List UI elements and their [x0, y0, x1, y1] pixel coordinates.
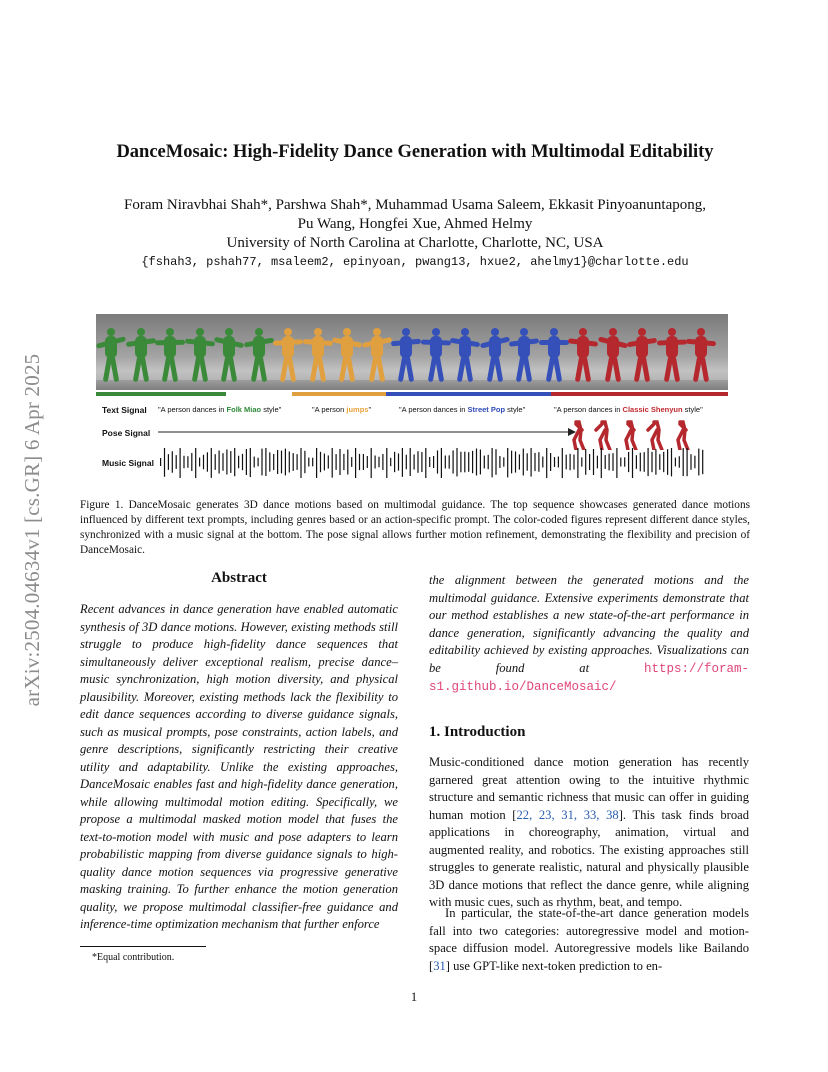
- waveform-bar: [495, 449, 496, 475]
- waveform-bar: [519, 454, 520, 469]
- waveform-bar: [304, 451, 305, 473]
- waveform-bar: [659, 454, 660, 470]
- citation-links[interactable]: 22, 23, 31, 33, 38: [516, 807, 619, 822]
- dancer-figure: [338, 328, 356, 384]
- dancer-figure: [132, 328, 150, 384]
- arxiv-sidebar-id: arXiv:2504.04634v1 [cs.GR] 6 Apr 2025: [20, 353, 44, 707]
- intro-text: Music-conditioned dance motion generation has recently garnered great attention owing to the intuitive rhythmic structure and semantic richness that music can offer in guiding human motion [: [429, 755, 749, 822]
- waveform-bar: [289, 451, 290, 472]
- waveform-bar: [694, 456, 695, 469]
- waveform-bar: [312, 458, 313, 467]
- waveform-bar: [616, 448, 617, 478]
- waveform-bar: [226, 450, 227, 475]
- waveform-bar: [203, 455, 204, 470]
- waveform-bar: [320, 452, 321, 472]
- waveform-bar: [597, 456, 598, 469]
- waveform-bar: [464, 452, 465, 473]
- prompt-text: style": [261, 405, 282, 414]
- waveform-bar: [258, 458, 259, 467]
- waveform-bar: [663, 452, 664, 472]
- waveform-bar: [386, 448, 387, 478]
- waveform-bar: [234, 448, 235, 476]
- waveform-bar: [261, 449, 262, 476]
- dancer-figure: [456, 328, 474, 384]
- waveform-bar: [449, 455, 450, 468]
- dancer-figure: [486, 328, 504, 384]
- music-signal-label: Music Signal: [102, 458, 154, 468]
- intro-paragraph-2: [429, 905, 749, 975]
- waveform-bar: [573, 455, 574, 470]
- author-block: [70, 196, 760, 253]
- paper-title: DanceMosaic: High-Fidelity Dance Generation with Multimodal Editability: [116, 142, 714, 162]
- waveform-bar: [612, 453, 613, 471]
- waveform-bar: [242, 454, 243, 470]
- waveform-bar: [417, 451, 418, 473]
- teaser-figure: [96, 312, 728, 492]
- prompt-jumps: [312, 405, 371, 414]
- waveform-bar: [534, 453, 535, 471]
- waveform-bar: [636, 455, 637, 469]
- music-waveform: [160, 448, 720, 478]
- waveform-bar: [183, 456, 184, 468]
- dancer-figure: [161, 328, 179, 384]
- waveform-bar: [698, 449, 699, 476]
- waveform-bar: [511, 451, 512, 474]
- waveform-bar: [523, 449, 524, 476]
- authors-line-2: Pu Wang, Hongfei Xue, Ahmed Helmy: [297, 216, 533, 232]
- waveform-bar: [378, 457, 379, 467]
- page-number: 1: [410, 990, 418, 1004]
- intro-text: ]. This task finds broad applications in choreography, animation, virtual and augmented reality, and robotics. The existing approaches still struggles to generate realistic, natural and physically plausible 3D dance motions that reflect the dance genre, while aligning with music cues, such as rhythm, beat, and tempo.: [429, 807, 750, 909]
- prompt-keyword: Classic Shenyun: [622, 405, 683, 414]
- waveform-bar: [683, 448, 684, 476]
- waveform-bar: [293, 453, 294, 471]
- waveform-bar: [648, 448, 649, 476]
- figure-caption: Figure 1. DanceMosaic generates 3D dance motions based on multimodal guidance. The top sequence showcases generated dance motions influenced by different text prompts, including genres based or an action-specific prompt. The color-coded figures represent different dance styles, synchronized with a music signal at the bottom. The pose signal allows further motion refinement, demonstrating the flexibility and precision of DanceMosaic.: [80, 499, 750, 556]
- waveform-bar: [269, 452, 270, 471]
- prompt-text: "A person dances in: [158, 405, 227, 414]
- waveform-bar: [655, 449, 656, 474]
- waveform-bar: [554, 457, 555, 467]
- waveform-bar: [488, 455, 489, 469]
- pose-figure: [648, 422, 662, 450]
- waveform-bar: [527, 453, 528, 470]
- waveform-bar: [265, 448, 266, 476]
- dancer-figure: [397, 328, 415, 384]
- waveform-bar: [281, 451, 282, 474]
- waveform-bar: [332, 448, 333, 478]
- waveform-bar: [425, 448, 426, 478]
- waveform-bar: [375, 455, 376, 468]
- waveform-bar: [328, 455, 329, 468]
- dancer-figure: [692, 328, 710, 384]
- waveform-bars: [160, 448, 703, 478]
- waveform-bar: [195, 448, 196, 478]
- dancer-figure: [279, 328, 297, 384]
- waveform-bar: [164, 448, 165, 477]
- waveform-bar: [484, 456, 485, 469]
- waveform-bar: [285, 449, 286, 476]
- waveform-bar: [207, 452, 208, 471]
- prompt-keyword: Folk Miao: [226, 405, 262, 414]
- project-link[interactable]: https://foram-s1.github.io/DanceMosaic/: [429, 661, 749, 694]
- waveform-bar: [336, 454, 337, 470]
- waveform-bar: [339, 449, 340, 475]
- waveform-bar: [651, 452, 652, 472]
- dancer-figure: [220, 328, 238, 384]
- waveform-bar: [531, 448, 532, 477]
- waveform-bar: [690, 454, 691, 470]
- footnote: *Equal contribution.: [92, 952, 175, 963]
- waveform-bar: [515, 451, 516, 472]
- waveform-bar: [476, 449, 477, 476]
- waveform-bar: [277, 450, 278, 474]
- dancer-figure: [604, 328, 622, 384]
- authors-line-1: Foram Niravbhai Shah*, Parshwa Shah*, Muhammad Usama Saleem, Ekkasit Pinyoanuntapong,: [124, 197, 706, 213]
- dancer-figure: [250, 328, 268, 384]
- intro-text: ] use GPT-like next-token prediction to en-: [445, 958, 663, 973]
- prompt-text: style": [505, 405, 526, 414]
- color-bar-shenyun: [551, 392, 728, 396]
- waveform-bar: [359, 454, 360, 470]
- waveform-bar: [300, 448, 301, 478]
- waveform-bar: [609, 454, 610, 471]
- waveform-bar: [390, 458, 391, 466]
- prompt-text: "A person dances in: [554, 405, 623, 414]
- waveform-bar: [394, 452, 395, 472]
- waveform-bar: [605, 455, 606, 469]
- prompt-folk-miao: [158, 405, 281, 414]
- waveform-bar: [297, 454, 298, 470]
- waveform-bar: [585, 449, 586, 475]
- abstract-text: the alignment between the generated motions and the multimodal guidance. Extensive experiments demonstrate that our method establishes a new state-of-the-art performance in dance generation, significantly advancing the quality and editability achieved by existing approaches. Visualizations can be found at: [429, 573, 749, 675]
- waveform-bar: [180, 448, 181, 478]
- waveform-bar: [593, 449, 594, 475]
- abstract-body: Recent advances in dance generation have enabled automatic synthesis of 3D dance motions. However, existing methods still struggle to produce high-fidelity dance sequences that simultaneously deliver exceptional realism, precise dance–music synchronization, high motion diversity, and physical plausibility. Moreover, existing methods lack the flexibility to edit dance sequences according to diverse guidance signals, such as musical prompts, pose constraints, action labels, and genre descriptions, significantly restricting their creative utility and adaptability. Unlike the existing approaches, DanceMosaic enables fast and high-fidelity dance generation, while allowing multimodal motion editing. Specifically, we propose a multimodal masked motion model that fuses the text-to-motion model with music and pose adapters to learn probabilistic mapping from diverse guidance signals to high-quality dance motion sequences via progressive generative masking training. To further enhance the motion generation quality, we propose multimodal classifier-free guidance and inference-time optimization mechanism that further enforce: [80, 602, 398, 931]
- waveform-bar: [445, 456, 446, 469]
- pose-signal-label: Pose Signal: [102, 428, 151, 438]
- waveform-bar: [398, 453, 399, 470]
- waveform-bar: [343, 454, 344, 470]
- waveform-bar: [632, 448, 633, 478]
- intro-text: In particular, the state-of-the-art dance generation models fall into two categories: autoregressive model and motion-space diffusion model. Autoregressive models like Bailando [: [429, 906, 749, 973]
- intro-paragraph-1: [429, 754, 749, 912]
- waveform-bar: [499, 456, 500, 468]
- waveform-bar: [441, 448, 442, 478]
- waveform-bar: [324, 454, 325, 471]
- introduction-heading: 1. Introduction: [429, 724, 526, 740]
- dancer-figure: [309, 328, 327, 384]
- waveform-bar: [624, 457, 625, 466]
- prompt-text: "A person dances in: [399, 405, 468, 414]
- waveform-bar: [601, 448, 602, 478]
- waveform-bar: [273, 454, 274, 470]
- dancer-figure: [368, 328, 386, 384]
- waveform-bar: [671, 448, 672, 476]
- waveform-bar: [546, 448, 547, 478]
- footnote-rule: [80, 946, 206, 947]
- prompt-text: ": [368, 405, 372, 414]
- waveform-bar: [363, 454, 364, 470]
- waveform-bar: [308, 458, 309, 467]
- waveform-bar: [538, 452, 539, 472]
- waveform-bar: [176, 455, 177, 469]
- affiliation: University of North Carolina at Charlotte, Charlotte, NC, USA: [226, 235, 604, 251]
- text-signal-label: Text Signal: [102, 405, 147, 415]
- waveform-bar: [191, 453, 192, 471]
- waveform-bar: [453, 450, 454, 473]
- waveform-bar: [550, 453, 551, 471]
- waveform-bar: [644, 452, 645, 472]
- prompt-shenyun: [554, 405, 703, 414]
- pose-figure: [596, 422, 610, 450]
- waveform-bar: [570, 454, 571, 470]
- waveform-bar: [480, 450, 481, 475]
- waveform-bar: [581, 457, 582, 466]
- waveform-bar: [558, 457, 559, 468]
- dancer-figure: [663, 328, 681, 384]
- waveform-bar: [410, 448, 411, 476]
- waveform-bar: [230, 451, 231, 473]
- waveform-bar: [351, 457, 352, 467]
- waveform-bar: [702, 450, 703, 474]
- prompt-keyword: jumps: [346, 405, 369, 414]
- color-bar-folk-miao: [96, 392, 226, 396]
- citation-link[interactable]: 31: [433, 958, 446, 973]
- waveform-bar: [215, 454, 216, 470]
- waveform-bar: [414, 454, 415, 469]
- waveform-bar: [355, 448, 356, 478]
- dancer-figure: [191, 328, 209, 384]
- waveform-bar: [503, 457, 504, 466]
- waveform-bar: [437, 450, 438, 473]
- waveform-bar: [542, 457, 543, 468]
- waveform-bar: [492, 448, 493, 477]
- pose-figure: [678, 422, 688, 450]
- waveform-bar: [456, 448, 457, 476]
- color-bar-street-pop: [386, 392, 551, 396]
- waveform-bar: [472, 451, 473, 473]
- waveform-bar: [562, 448, 563, 478]
- prompt-street-pop: [399, 405, 525, 414]
- waveform-bar: [507, 448, 508, 477]
- waveform-bar: [620, 458, 621, 467]
- prompt-keyword: Street Pop: [467, 405, 506, 414]
- waveform-bar: [577, 448, 578, 478]
- pose-figure: [626, 422, 636, 450]
- pose-figures: [574, 422, 688, 450]
- color-bar-jumps: [292, 392, 386, 396]
- waveform-bar: [460, 452, 461, 473]
- waveform-bar: [679, 456, 680, 468]
- waveform-bar: [406, 455, 407, 469]
- waveform-bar: [250, 448, 251, 477]
- waveform-bar: [468, 452, 469, 472]
- waveform-bar: [168, 454, 169, 470]
- abstract-heading: Abstract: [211, 570, 267, 586]
- pose-signal-track: [158, 420, 718, 450]
- waveform-bar: [566, 455, 567, 470]
- waveform-bar: [254, 457, 255, 468]
- waveform-bar: [429, 457, 430, 467]
- waveform-bar: [433, 456, 434, 468]
- abstract-continuation: [429, 572, 749, 697]
- waveform-bar: [172, 451, 173, 472]
- waveform-bar: [238, 456, 239, 468]
- waveform-bar: [222, 453, 223, 471]
- waveform-bar: [382, 454, 383, 470]
- waveform-bar: [421, 452, 422, 472]
- waveform-bar: [246, 449, 247, 475]
- waveform-bar: [667, 449, 668, 475]
- waveform-bar: [640, 453, 641, 472]
- prompt-text: "A person: [312, 405, 347, 414]
- waveform-bar: [589, 454, 590, 470]
- waveform-bar: [199, 457, 200, 466]
- dancer-figure: [427, 328, 445, 384]
- dancer-figure: [102, 328, 120, 384]
- dancer-figure: [545, 328, 563, 384]
- pose-figure: [574, 422, 584, 450]
- waveform-bar: [347, 450, 348, 475]
- author-emails: {fshah3, pshah77, msaleem2, epinyoan, pwang13, hxue2, ahelmy1}@charlotte.edu: [141, 255, 689, 269]
- waveform-bar: [687, 448, 688, 476]
- dancer-figure: [633, 328, 651, 384]
- prompt-text: style": [682, 405, 703, 414]
- waveform-bar: [187, 456, 188, 468]
- dance-sequence-render: [96, 314, 728, 390]
- waveform-bar: [402, 448, 403, 477]
- dancer-figure: [574, 328, 592, 384]
- waveform-bar: [371, 448, 372, 478]
- waveform-bar: [628, 452, 629, 472]
- dancer-figure: [515, 328, 533, 384]
- waveform-bar: [675, 458, 676, 467]
- waveform-bar: [367, 456, 368, 468]
- waveform-bar: [160, 458, 161, 466]
- waveform-bar: [219, 450, 220, 473]
- waveform-bar: [316, 448, 317, 478]
- waveform-bar: [211, 448, 212, 478]
